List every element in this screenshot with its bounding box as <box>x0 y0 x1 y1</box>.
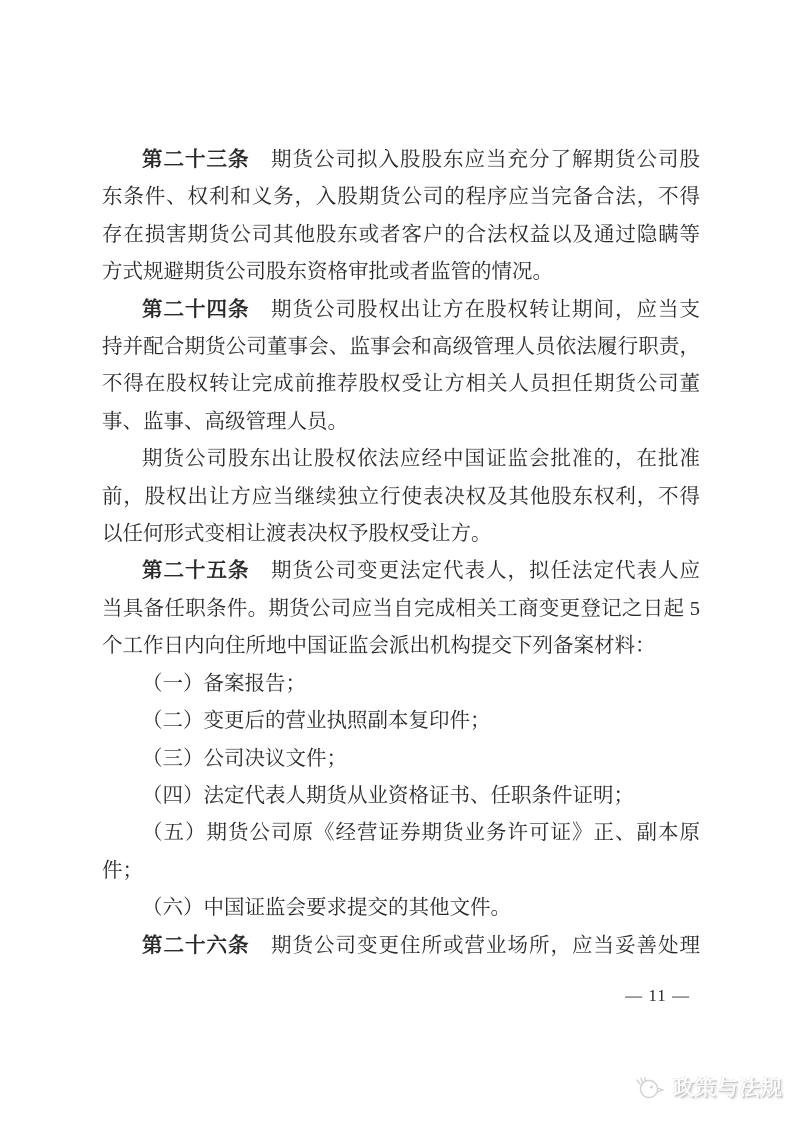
article-number-label: 第二十三条 <box>142 149 250 171</box>
line-text: 前，股权出让方应当继续独立行使表决权及其他股东权利，不得 <box>102 485 700 508</box>
article-number-label: 第二十四条 <box>142 298 250 321</box>
document-line <box>102 928 700 965</box>
document-line <box>102 179 700 216</box>
line-text: 不得在股权转让完成前推荐股权受让方相关人员担任期货公司董 <box>102 373 700 396</box>
line-text: （二）变更后的营业执照副本复印件； <box>142 710 491 733</box>
article-number-label: 第二十六条 <box>142 934 250 957</box>
document-line <box>102 292 700 329</box>
line-text: 个工作日内向住所地中国证监会派出机构提交下列备案材料： <box>102 635 656 658</box>
document-line <box>102 516 700 553</box>
document-line <box>102 329 700 366</box>
document-line <box>102 366 700 403</box>
line-text: 存在损害期货公司其他股东或者客户的合法权益以及通过隐瞒等 <box>102 223 700 246</box>
line-text: （一）备案报告； <box>142 672 306 695</box>
watermark <box>634 1072 783 1102</box>
document-line <box>102 815 700 852</box>
line-text: 当具备任职条件。期货公司应当自完成相关工商变更登记之日起 5 <box>102 597 700 620</box>
page-number: — 11 — <box>625 986 690 1005</box>
document-line <box>102 628 700 665</box>
document-line <box>102 441 700 478</box>
document-line <box>102 404 700 441</box>
document-line <box>102 142 700 179</box>
document-line <box>102 254 700 291</box>
document-line <box>102 479 700 516</box>
line-text: 以任何形式变相让渡表决权予股权受让方。 <box>102 523 492 546</box>
line-text: 东条件、权利和义务，入股期货公司的程序应当完备合法，不得 <box>102 186 700 209</box>
document-line <box>102 703 700 740</box>
line-text: 期货公司股权出让方在股权转让期间，应当支 <box>271 298 700 321</box>
bird-logo-icon <box>634 1074 666 1100</box>
document-line <box>102 778 700 815</box>
document-line <box>102 853 700 890</box>
line-text: 方式规避期货公司股东资格审批或者监管的情况。 <box>102 261 553 284</box>
document-body <box>102 142 700 965</box>
watermark-text: 政策与法规 <box>673 1076 783 1100</box>
line-text: （三）公司决议文件； <box>142 747 347 770</box>
line-text: 期货公司变更法定代表人，拟任法定代表人应 <box>271 560 700 583</box>
line-text: （五）期货公司原《经营证券期货业务许可证》正、副本原 <box>142 822 700 845</box>
document-line <box>102 553 700 590</box>
line-text: 期货公司拟入股股东应当充分了解期货公司股 <box>271 149 700 171</box>
line-text: 期货公司股东出让股权依法应经中国证监会批准的，在批准 <box>142 448 700 471</box>
line-text: 事、监事、高级管理人员。 <box>102 410 348 433</box>
line-text: 件； <box>102 859 143 882</box>
document-line <box>102 217 700 254</box>
article-number-label: 第二十五条 <box>142 560 250 583</box>
document-line <box>102 741 700 778</box>
line-text: （四）法定代表人期货从业资格证书、任职条件证明； <box>142 784 634 807</box>
document-line <box>102 890 700 927</box>
line-text: 期货公司变更住所或营业场所，应当妥善处理 <box>271 934 700 957</box>
document-line <box>102 666 700 703</box>
line-text: （六）中国证监会要求提交的其他文件。 <box>142 897 511 920</box>
line-text: 持并配合期货公司董事会、监事会和高级管理人员依法履行职责， <box>102 336 700 359</box>
document-line <box>102 591 700 628</box>
